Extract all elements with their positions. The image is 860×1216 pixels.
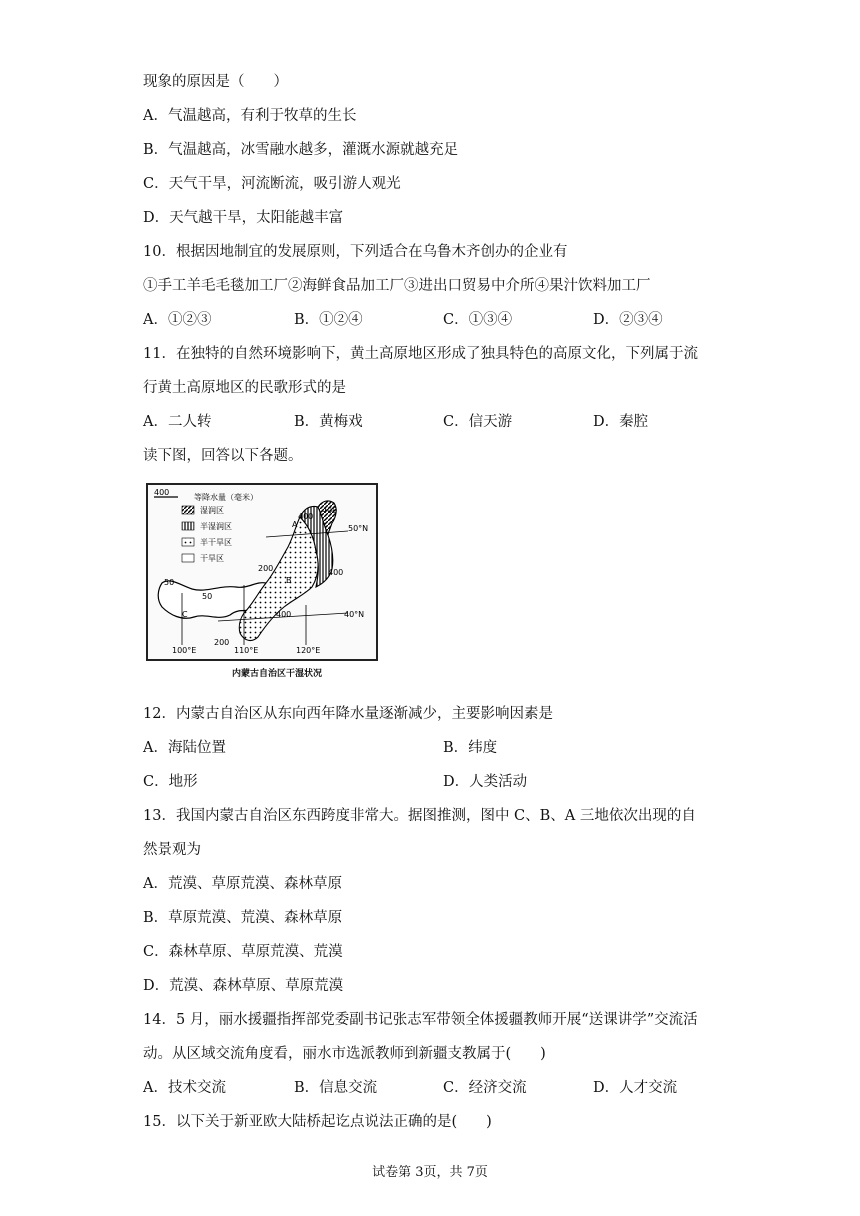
map-caption: 内蒙古自治区干湿状况 xyxy=(232,669,323,679)
legend-humid-icon xyxy=(182,506,194,514)
iso-400-a: 400 xyxy=(298,512,314,521)
legend-subhumid-icon xyxy=(182,522,194,530)
q10-option-a[interactable]: A．①②③ xyxy=(143,312,212,328)
q9-option-d[interactable]: D．天气越干旱，太阳能越丰富 xyxy=(143,210,344,226)
q13-option-b[interactable]: B．草原荒漠、荒漠、森林草原 xyxy=(143,910,343,926)
q12-option-b[interactable]: B．纬度 xyxy=(443,740,498,756)
legend-semiarid-icon xyxy=(182,538,194,546)
legend-isoline-value: 400 xyxy=(154,488,170,497)
q15-stem: 15．以下关于新亚欧大陆桥起讫点说法正确的是( ) xyxy=(143,1114,492,1130)
q14-option-a[interactable]: A．技术交流 xyxy=(143,1080,226,1096)
q14-option-c[interactable]: C．经济交流 xyxy=(443,1080,527,1096)
q13-option-c[interactable]: C．森林草原、草原荒漠、荒漠 xyxy=(143,944,343,960)
q9-option-c[interactable]: C．天气干旱，河流断流，吸引游人观光 xyxy=(143,176,401,192)
legend-subhumid-label: 半湿润区 xyxy=(200,522,232,531)
legend-arid-label: 干旱区 xyxy=(200,554,224,563)
iso-50-a: 50 xyxy=(164,578,175,587)
q11-option-b[interactable]: B．黄梅戏 xyxy=(294,414,363,430)
q9-stem-end: 现象的原因是（ ） xyxy=(143,74,288,90)
legend-humid-label: 湿润区 xyxy=(200,506,224,515)
map-figure xyxy=(148,485,376,659)
q14-option-d[interactable]: D．人才交流 xyxy=(593,1080,678,1096)
iso-200-a: 200 xyxy=(258,564,274,573)
page-footer: 试卷第 3页，共 7页 xyxy=(372,1165,488,1180)
iso-400-d: 400 xyxy=(276,610,292,619)
q10-stem: 10．根据因地制宜的发展原则，下列适合在乌鲁木齐创办的企业有 xyxy=(143,244,568,260)
q10-statements: ①手工羊毛毛毯加工厂②海鲜食品加工厂③进出口贸易中介所④果汁饮料加工厂 xyxy=(143,278,651,294)
q14-option-b[interactable]: B．信息交流 xyxy=(294,1080,378,1096)
map-label-lat50: 50°N xyxy=(348,524,369,533)
map-label-lon100: 100°E xyxy=(172,646,197,655)
q11-stem-line2: 行黄土高原地区的民歌形式的是 xyxy=(143,380,346,396)
q11-option-a[interactable]: A．二人转 xyxy=(143,414,212,430)
q10-option-b[interactable]: B．①②④ xyxy=(294,312,363,328)
iso-400-b: 400 xyxy=(322,506,338,515)
q9-option-a[interactable]: A．气温越高，有利于牧草的生长 xyxy=(143,108,357,124)
q12-option-c[interactable]: C．地形 xyxy=(143,774,198,790)
figure-intro: 读下图，回答以下各题。 xyxy=(143,448,303,464)
q13-option-a[interactable]: A．荒漠、草原荒漠、森林草原 xyxy=(143,876,342,892)
map-label-a: A xyxy=(292,520,298,529)
q11-option-d[interactable]: D．秦腔 xyxy=(593,414,649,430)
q11-stem-line1: 11．在独特的自然环境影响下，黄土高原地区形成了独具特色的高原文化，下列属于流 xyxy=(143,346,698,362)
map-label-lon120: 120°E xyxy=(296,646,321,655)
map-label-c: C xyxy=(182,610,188,619)
iso-400-c: 400 xyxy=(328,568,344,577)
map-label-lon110: 110°E xyxy=(234,646,259,655)
inner-mongolia-map xyxy=(146,483,378,661)
q14-stem-line2: 动。从区域交流角度看，丽水市选派教师到新疆支教属于( ) xyxy=(143,1046,546,1062)
q10-option-d[interactable]: D．②③④ xyxy=(593,312,663,328)
q12-option-a[interactable]: A．海陆位置 xyxy=(143,740,226,756)
q14-stem-line1: 14．5 月，丽水援疆指挥部党委副书记张志军带领全体援疆教师开展“送课讲学”交流活 xyxy=(143,1012,698,1028)
map-label-b: B xyxy=(286,576,292,585)
q13-stem-line1: 13．我国内蒙古自治区东西跨度非常大。据图推测，图中 C、B、A 三地依次出现的自 xyxy=(143,808,696,824)
legend-isoline-label: 等降水量（毫米） xyxy=(194,493,258,502)
iso-50-b: 50 xyxy=(202,592,213,601)
q12-option-d[interactable]: D．人类活动 xyxy=(443,774,528,790)
q10-option-c[interactable]: C．①③④ xyxy=(443,312,513,328)
legend-arid-icon xyxy=(182,554,194,562)
q9-option-b[interactable]: B．气温越高，冰雪融水越多，灌溉水源就越充足 xyxy=(143,142,459,158)
q13-option-d[interactable]: D．荒漠、森林草原、草原荒漠 xyxy=(143,978,344,994)
q13-stem-line2: 然景观为 xyxy=(143,842,201,858)
iso-200-b: 200 xyxy=(214,638,230,647)
map-label-lat40: 40°N xyxy=(344,610,365,619)
legend-semiarid-label: 半干旱区 xyxy=(200,538,232,547)
q11-option-c[interactable]: C．信天游 xyxy=(443,414,513,430)
q12-stem: 12．内蒙古自治区从东向西年降水量逐渐减少，主要影响因素是 xyxy=(143,706,553,722)
